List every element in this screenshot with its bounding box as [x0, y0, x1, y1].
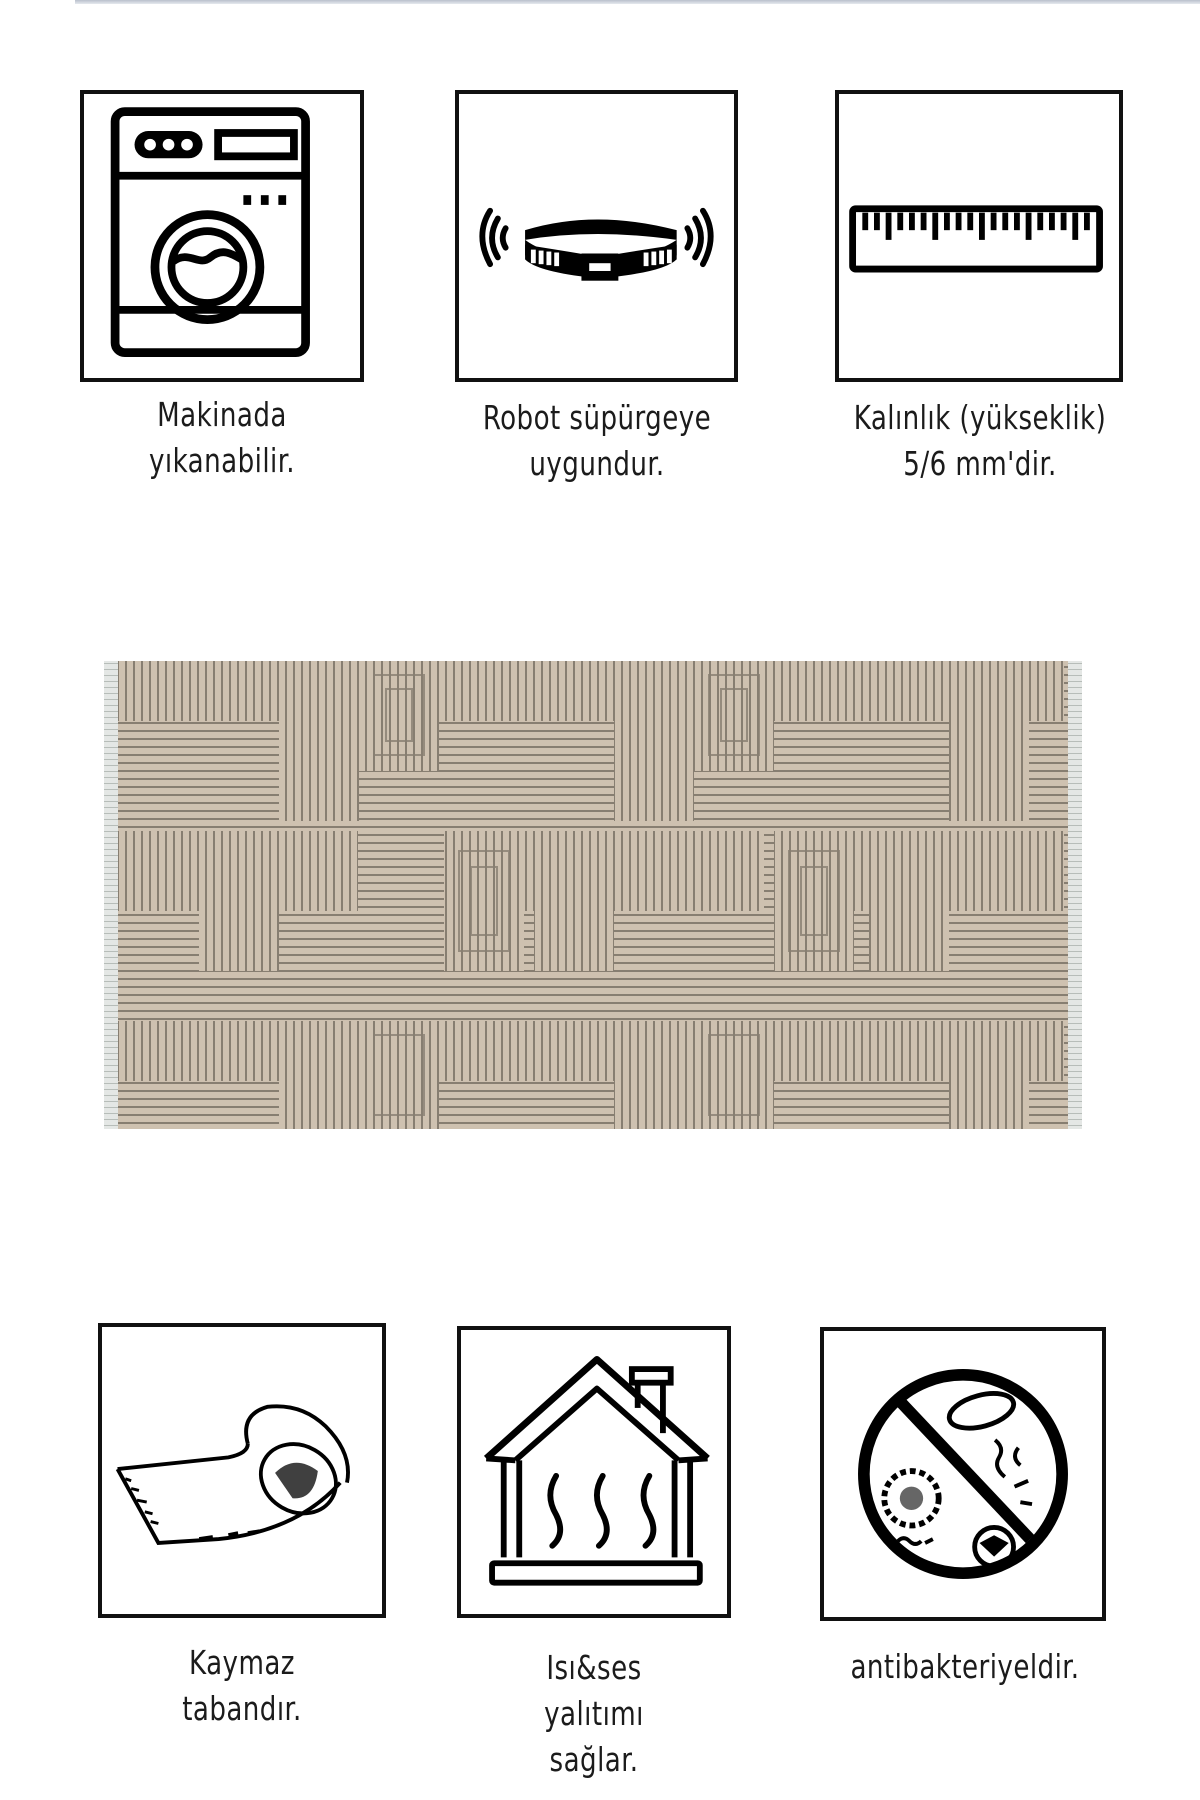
- robot-vacuum-icon-box: [455, 90, 738, 382]
- non-slip-rug-icon: [102, 1327, 382, 1614]
- ruler-icon: [839, 94, 1119, 378]
- insulated-house-icon-box: [457, 1326, 731, 1618]
- rug-product-image: [104, 661, 1082, 1129]
- ruler-icon-box: [835, 90, 1123, 382]
- antibacterial-icon: [824, 1331, 1102, 1617]
- feature-label-non-slip: Kaymaz tabandır.: [182, 1643, 302, 1728]
- robot-vacuum-icon: [459, 94, 734, 378]
- feature-label-robot-vacuum: Robot süpürgeye uygundur.: [482, 398, 712, 483]
- top-divider: [75, 0, 1200, 4]
- feature-label-antibacterial: antibakteriyeldir.: [850, 1647, 1080, 1686]
- insulated-house-icon: [461, 1330, 727, 1614]
- washing-machine-icon-box: [80, 90, 364, 382]
- feature-label-insulation: Isı&ses yalıtımı sağlar.: [544, 1648, 644, 1779]
- feature-label-thickness: Kalınlık (yükseklik) 5/6 mm'dir.: [853, 398, 1107, 483]
- non-slip-rug-icon-box: [98, 1323, 386, 1618]
- washing-machine-icon: [84, 94, 360, 378]
- rug-pattern: [104, 661, 1082, 1129]
- feature-label-washable: Makinada yıkanabilir.: [149, 395, 295, 480]
- antibacterial-icon-box: [820, 1327, 1106, 1621]
